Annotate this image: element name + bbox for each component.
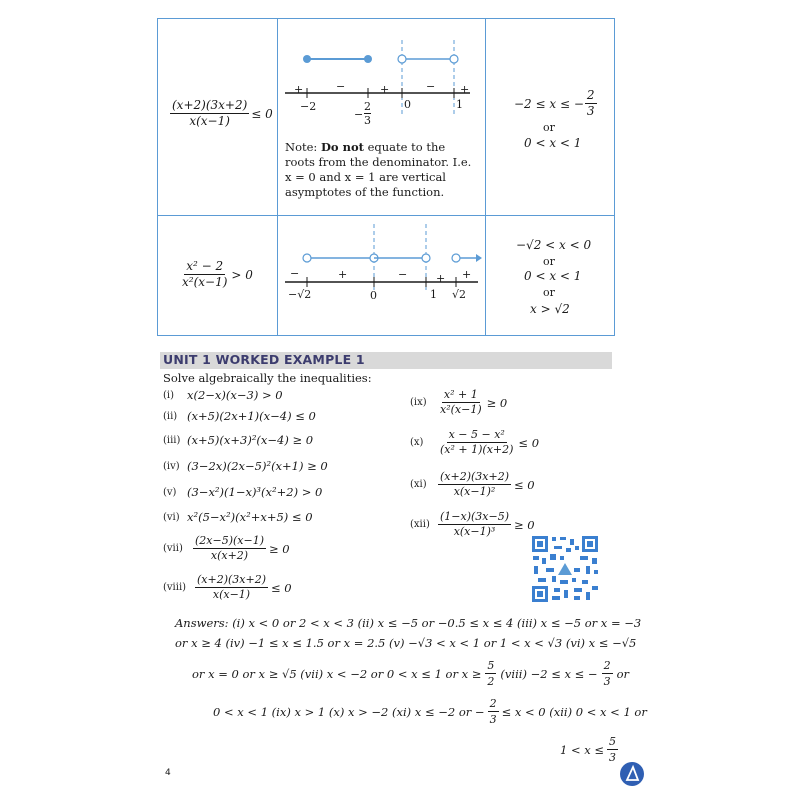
item-iv-label: (iv) <box>163 460 180 472</box>
answers-line-1: Answers: (i) x < 0 or 2 < x < 3 (ii) x ≤ −5 or −0.5 ≤ x ≤ 4 (iii) x ≤ −5 or x = −3 <box>175 616 642 630</box>
item-viii-rel: ≤ 0 <box>271 580 292 595</box>
qr-code[interactable] <box>530 534 600 604</box>
row1-solution-2: 0 < x < 1 <box>524 136 582 150</box>
row1-note <box>285 140 475 200</box>
item-xi-den: x(x−1)² <box>453 485 496 498</box>
item-viii <box>163 573 292 602</box>
item-i-expr: x(2−x)(x−3) > 0 <box>187 388 283 402</box>
row1-sign-4: − <box>426 80 436 93</box>
item-x <box>410 428 539 457</box>
item-xii-rel: ≥ 0 <box>514 517 535 532</box>
item-iv-expr: (3−2x)(2x−5)²(x+1) ≥ 0 <box>187 459 328 473</box>
row2-tick-neg-root2: −√2 <box>288 288 312 301</box>
item-xi-num: (x+2)(3x+2) <box>440 470 510 483</box>
row2-solution-3: x > √2 <box>530 302 570 316</box>
answers-line4-frac-den: 3 <box>489 713 497 726</box>
row2-tick-one: 1 <box>430 288 437 301</box>
item-x-rel: ≤ 0 <box>518 435 540 450</box>
item-vi-label: (vi) <box>163 511 180 523</box>
item-viii-num: (x+2)(3x+2) <box>197 573 267 586</box>
answers-line-3b: (viii) −2 ≤ x ≤ − <box>500 666 598 681</box>
answers-line3-frac-den: 2 <box>487 675 495 688</box>
item-xii-num: (1−x)(3x−5) <box>440 510 510 523</box>
row1-solution-frac-den: 3 <box>586 104 595 118</box>
row1-relation: ≤ 0 <box>251 106 273 121</box>
item-ii <box>163 409 316 423</box>
row1-note-bold: Do not <box>320 140 364 154</box>
item-xi <box>410 470 535 499</box>
row1-numerator: (x+2)(3x+2) <box>172 98 248 112</box>
row1-sign-2: − <box>336 80 346 93</box>
row2-or-1: or <box>543 255 555 268</box>
row1-denominator: x(x−1) <box>189 114 230 128</box>
row1-inequality <box>170 98 273 129</box>
logo-triangle-icon <box>620 762 644 786</box>
item-v-label: (v) <box>163 486 177 498</box>
item-x-den: (x² + 1)(x+2) <box>440 443 514 456</box>
item-x-label: (x) <box>410 437 424 448</box>
item-v <box>163 485 322 499</box>
answers-line-3c: or <box>616 666 629 681</box>
worked-example-title: UNIT 1 WORKED EXAMPLE 1 <box>163 352 365 367</box>
row1-sign-1: + <box>294 83 304 96</box>
row2-sign-5: + <box>462 268 472 281</box>
row1-note-rest: equate to the roots from the denominator. I.e. x = 0 and x = 1 are vertical asymptotes of the function. <box>285 140 472 199</box>
publisher-logo-icon <box>620 762 644 786</box>
item-ix-num: x² + 1 <box>443 388 478 401</box>
row1-tick-minus: − <box>354 108 364 121</box>
row2-tick-root2: √2 <box>452 288 467 301</box>
row2-or-2: or <box>543 286 555 299</box>
item-xii-den: x(x−1)³ <box>453 525 496 538</box>
item-xi-label: (xi) <box>410 479 427 490</box>
row2-tick-zero: 0 <box>370 289 377 302</box>
item-xii-label: (xii) <box>410 519 430 530</box>
item-viii-den: x(x−1) <box>212 588 251 601</box>
item-ix-label: (ix) <box>410 397 427 408</box>
item-vii-num: (2x−5)(x−1) <box>195 534 265 547</box>
answers-line3-frac-num: 5 <box>487 659 495 672</box>
answers-line4-frac-num: 2 <box>489 697 497 710</box>
row2-relation: > 0 <box>231 267 253 282</box>
answers-line-5 <box>560 734 618 765</box>
row1-solution-1 <box>514 88 597 119</box>
answers-line-4a: 0 < x < 1 (ix) x > 1 (x) x > −2 (xi) x ≤ −2 or − <box>213 704 485 719</box>
row2-sign-4: + <box>436 272 446 285</box>
row2-sign-1: − <box>290 267 300 280</box>
item-iii-expr: (x+5)(x+3)²(x−4) ≥ 0 <box>187 433 314 447</box>
answers-line5-frac-num: 5 <box>609 735 617 748</box>
row2-solution-1: −√2 < x < 0 <box>516 238 592 252</box>
item-iv <box>163 459 328 473</box>
item-vi <box>163 510 313 524</box>
answers-line3-frac2-den: 3 <box>603 675 611 688</box>
row2-solution-2: 0 < x < 1 <box>524 269 582 283</box>
item-ix <box>410 388 507 417</box>
row2-inequality <box>180 259 253 290</box>
answers-line5-frac-den: 3 <box>609 751 617 764</box>
answers-line-4b: ≤ x < 0 (xii) 0 < x < 1 or <box>501 704 647 719</box>
item-xii <box>410 510 535 539</box>
row1-or: or <box>543 121 555 134</box>
item-vii-den: x(x+2) <box>210 549 249 562</box>
item-iii <box>163 433 313 447</box>
item-ii-label: (ii) <box>163 410 178 422</box>
row1-tick-zero: 0 <box>404 98 411 111</box>
item-xi-rel: ≤ 0 <box>514 477 535 492</box>
row1-tick-neg2: −2 <box>300 100 317 113</box>
worked-example-instruction: Solve algebraically the inequalities: <box>163 371 372 385</box>
row2-sign-2: + <box>338 268 348 281</box>
row1-note-prefix: Note: <box>285 140 321 154</box>
answers-line-3a: or x = 0 or x ≥ √5 (vii) x < −2 or 0 < x ≤ 1 or x ≥ <box>192 666 482 681</box>
item-vii-label: (vii) <box>163 543 183 554</box>
page-number: 4 <box>165 768 171 778</box>
answers-line-3 <box>192 658 629 689</box>
item-vii-rel: ≥ 0 <box>269 541 290 556</box>
row2-numerator: x² − 2 <box>186 259 224 273</box>
row1-solution-text: −2 ≤ x ≤ − <box>514 96 584 111</box>
item-ix-den: x²(x−1) <box>440 403 482 416</box>
row1-solution-frac-num: 2 <box>586 88 595 102</box>
item-vii <box>163 534 290 563</box>
answers-line3-frac2-num: 2 <box>603 659 611 672</box>
item-iii-label: (iii) <box>163 434 181 446</box>
row1-tick-den: 3 <box>364 114 371 127</box>
answers-line-5a: 1 < x ≤ <box>560 742 605 757</box>
row2-denominator: x²(x−1) <box>182 275 228 289</box>
row1-sign-3: + <box>380 83 390 96</box>
answers-line-2: or x ≥ 4 (iv) −1 ≤ x ≤ 1.5 or x = 2.5 (v) −√3 < x < 1 or 1 < x < √3 (vi) x ≤ −√5 <box>175 636 637 650</box>
row1-tick-two-thirds <box>364 100 371 127</box>
row1-tick-num: 2 <box>364 100 371 113</box>
item-ix-rel: ≥ 0 <box>486 395 508 410</box>
row1-tick-one: 1 <box>456 98 463 111</box>
item-x-num: x − 5 − x² <box>448 428 505 441</box>
row2-sign-3: − <box>398 268 408 281</box>
item-ii-expr: (x+5)(2x+1)(x−4) ≤ 0 <box>187 409 316 423</box>
item-viii-label: (viii) <box>163 582 187 593</box>
item-i-label: (i) <box>163 389 175 401</box>
item-i <box>163 388 283 402</box>
item-v-expr: (3−x²)(1−x)³(x²+2) > 0 <box>187 485 323 499</box>
item-vi-expr: x²(5−x²)(x²+x+5) ≤ 0 <box>187 510 313 524</box>
row1-sign-5: + <box>460 83 470 96</box>
answers-line-4 <box>213 696 647 727</box>
